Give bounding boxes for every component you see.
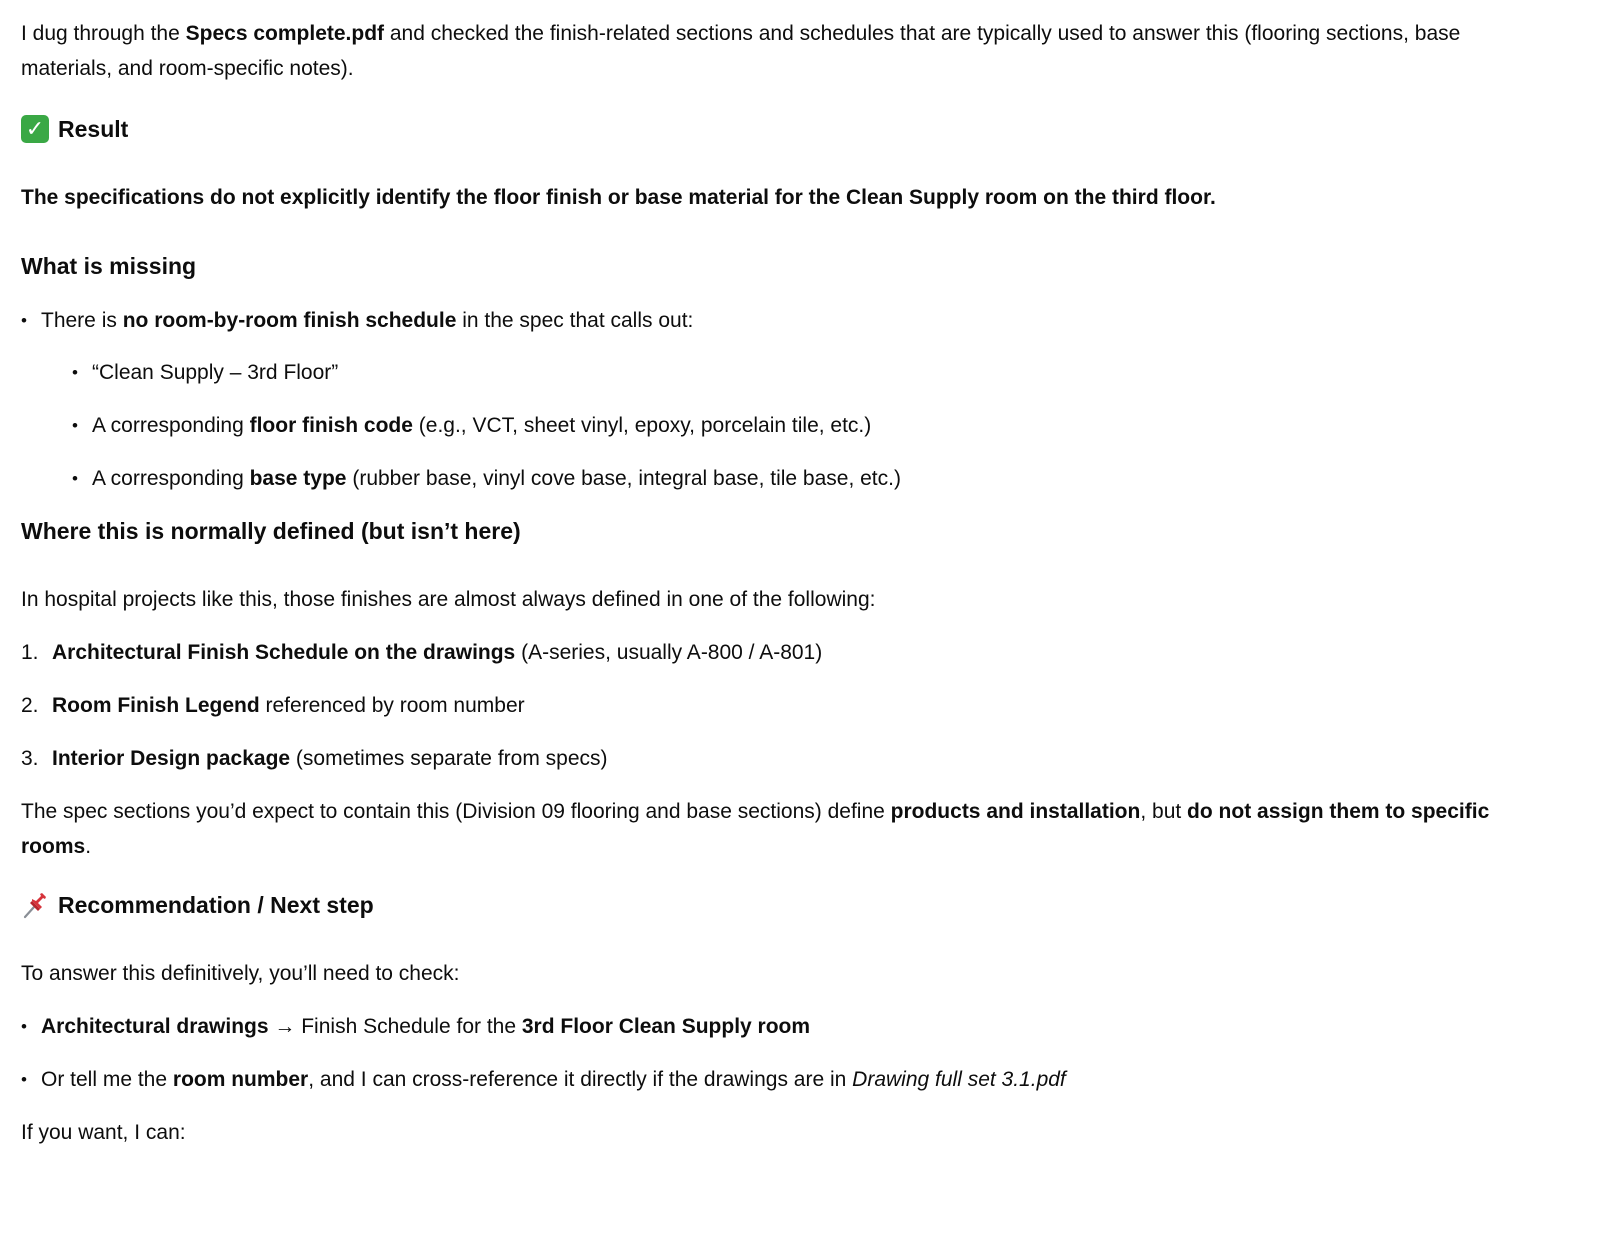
list-item — [72, 461, 1499, 496]
list-item-bold: base type — [249, 467, 347, 490]
result-heading — [21, 112, 1499, 146]
list-item-text: A corresponding — [92, 467, 250, 490]
list-number: 1. — [21, 641, 39, 664]
list-item-text: , and I can cross-reference it directly if the drawings are in — [308, 1068, 853, 1091]
drawing-filename: Drawing full set 3.1.pdf — [852, 1068, 1066, 1091]
recommendation-list — [21, 1009, 1499, 1097]
note-bold: do not assign them to specific rooms — [21, 800, 1490, 858]
missing-heading — [21, 249, 1499, 283]
where-heading-label: Where this is normally defined (but isn’t here) — [21, 518, 521, 544]
list-item — [21, 635, 1499, 670]
missing-sublist — [41, 355, 1499, 496]
where-list — [21, 635, 1499, 776]
list-item-bold: Architectural Finish Schedule on the drawings — [52, 641, 516, 664]
list-item-bold: Interior Design package — [52, 747, 291, 770]
where-intro: In hospital projects like this, those finishes are almost always defined in one of the following: — [21, 588, 876, 611]
list-item — [72, 408, 1499, 443]
list-item-bold: no room-by-room finish schedule — [122, 309, 457, 332]
recommendation-heading-label: Recommendation / Next step — [58, 892, 374, 918]
list-item — [72, 355, 1499, 390]
list-item-text: (e.g., VCT, sheet vinyl, epoxy, porcelain tile, etc.) — [412, 414, 872, 437]
missing-list — [21, 303, 1499, 496]
list-item-bold: Room Finish Legend — [52, 694, 260, 717]
where-heading — [21, 514, 1499, 548]
note-bold: products and installation — [890, 800, 1141, 823]
recommendation-intro: To answer this definitively, you’ll need to check: — [21, 962, 460, 985]
result-statement — [21, 180, 1499, 215]
list-item-text: “Clean Supply – 3rd Floor” — [92, 361, 339, 384]
list-number: 2. — [21, 694, 39, 717]
specs-filename: Specs complete.pdf — [185, 22, 385, 45]
list-item-text: (rubber base, vinyl cove base, integral base, tile base, etc.) — [346, 467, 901, 490]
recommendation-heading — [21, 888, 1499, 922]
list-item-bold: room number — [172, 1068, 309, 1091]
list-item-text: Or tell me the — [41, 1068, 173, 1091]
intro-text: I dug through the — [21, 22, 186, 45]
list-item — [21, 303, 1499, 496]
spec-note — [21, 794, 1499, 864]
list-item-text: referenced by room number — [259, 694, 525, 717]
list-item-text: (sometimes separate from specs) — [290, 747, 608, 770]
note-text: , but — [1140, 800, 1188, 823]
intro-paragraph — [21, 16, 1499, 86]
closing-text: If you want, I can: — [21, 1121, 186, 1144]
list-item-bold: floor finish code — [249, 414, 413, 437]
list-item-text: (A-series, usually A-800 / A-801) — [515, 641, 823, 664]
note-text: The spec sections you’d expect to contain this (Division 09 flooring and base sections) define — [21, 800, 891, 823]
list-item-text: in the spec that calls out: — [456, 309, 694, 332]
result-heading-label: Result — [58, 116, 129, 142]
note-text: . — [85, 835, 92, 858]
list-item — [21, 1009, 1499, 1044]
result-statement-text: The specifications do not explicitly identify the floor finish or base material for the Clean Supply room on the third floor. — [21, 186, 1216, 209]
intro-text-rest: and checked the finish-related sections and schedules that are typically used to answer this (flooring sections, base materials, and room-specific notes). — [21, 22, 1461, 80]
list-item-bold: 3rd Floor Clean Supply room — [521, 1015, 811, 1038]
list-item — [21, 688, 1499, 723]
check-mark-icon: ✓ — [21, 115, 49, 143]
list-item — [21, 741, 1499, 776]
missing-heading-label: What is missing — [21, 253, 197, 279]
list-item-text: A corresponding — [92, 414, 250, 437]
list-item-bold: Architectural drawings — [41, 1015, 269, 1038]
list-item — [21, 1062, 1499, 1097]
list-item-text: → Finish Schedule for the — [268, 1015, 522, 1038]
pushpin-icon — [21, 890, 51, 920]
list-number: 3. — [21, 747, 39, 770]
list-item-text: There is — [41, 309, 123, 332]
